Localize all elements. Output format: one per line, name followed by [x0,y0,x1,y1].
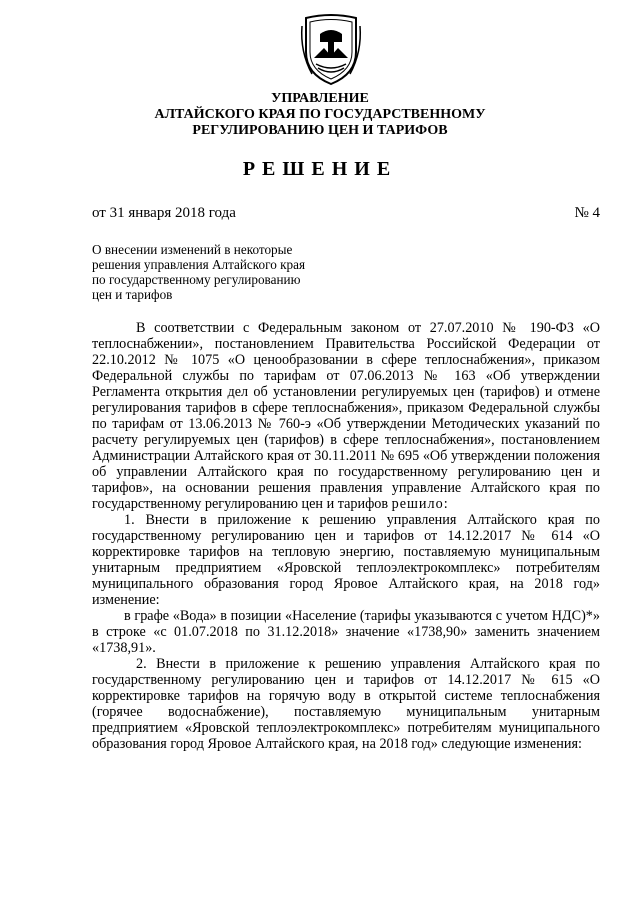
item-1-paragraph: 1. Внести в приложение к решению управления Алтайского края по государственному регулированию цен и тарифов от 14.12.2017 № 614 «О корректировке тарифов на тепловую энергию, поставляемую муниципальным унитарным предприятием «Яровской теплоэлектрокомплекс» потребителям муниципального образования город Яровое Алтайского края, на 2018 год» изменение: [92,512,600,608]
item-2-paragraph: 2. Внести в приложение к решению управления Алтайского края по государственному регулированию цен и тарифов от 14.12.2017 № 615 «О корректировке тарифов на горячую воду в открытой системе теплоснабжения (горячее водоснабжение), поставляемую муниципальным унитарным предприятием «Яровской теплоэлектрокомплекс» потребителям муниципального образования город Яровое Алтайского края, на 2018 год» следующие изменения: [92,656,600,752]
date-number-line [92,205,600,222]
org-line: АЛТАЙСКОГО КРАЯ ПО ГОСУДАРСТВЕННОМУ [154,107,486,122]
document-subject [92,242,346,302]
decided-word: решило: [391,496,449,512]
preamble-text: В соответствии с Федеральным законом от 27.07.2010 № 190-ФЗ «О теплоснабжении», постановлением Правительства Российской Федерации от 22.10.2012 № 1075 «О ценообразовании в сфере теплоснабжения», приказом Федеральной службы по тарифам от 07.06.2013 № 163 «Об утверждении Регламента открытия дел об установлении регулируемых цен (тарифов) и отмене регулирования тарифов в сфере теплоснабжения», приказом Федеральной службы по тарифам от 13.06.2013 № 760-э «Об утверждении Методических указаний по расчету регулируемых цен (тарифов) в сфере теплоснабжения», постановлением Администрации Алтайского края от 30.11.2011 № 695 «Об утверждении положения об управлении Алтайского края по государственному регулированию цен и тарифов», на основании решения правления управление Алтайского края по государственному регулированию цен и тарифов [92,320,600,512]
document-number: № 4 [574,205,600,221]
item-1-detail-paragraph: в графе «Вода» в позиции «Население (тарифы указываются с учетом НДС)*» в строке «с 01.07.2018 по 31.12.2018» значение «1738,90» заменить значением «1738,91». [92,608,600,656]
org-line: УПРАВЛЕНИЕ [271,91,369,106]
preamble-paragraph [92,320,600,512]
subject-line: по государственному регулированию [92,272,301,287]
subject-line: О внесении изменений в некоторые [92,242,293,257]
subject-line: решения управления Алтайского края [92,257,306,272]
subject-line: цен и тарифов [92,287,173,302]
coat-of-arms-icon [298,12,364,86]
document-type-title: РЕШЕНИЕ [242,158,398,180]
document-date: от 31 января 2018 года [92,205,236,221]
document-body [92,320,600,752]
organization-name [0,91,640,139]
org-line: РЕГУЛИРОВАНИЮ ЦЕН И ТАРИФОВ [192,123,448,138]
